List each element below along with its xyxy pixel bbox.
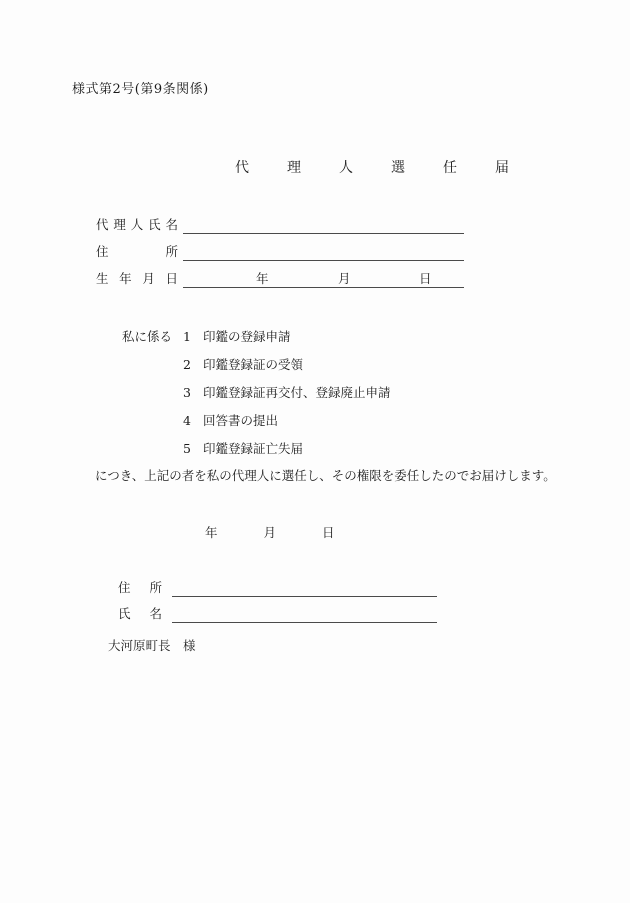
field-row-signer-name [118,604,448,630]
agent-birthdate-input-rule[interactable] [183,287,464,288]
list-item-number: 2 [183,357,191,372]
field-row-agent-address [96,242,536,268]
date-day-mark: 日 [322,525,335,540]
birthdate-day-mark: 日 [419,271,432,286]
list-item-label: 印鑑登録証再交付、登録廃止申請 [203,385,391,400]
signer-address-label: 住 所 [118,580,162,595]
signer-address-input-rule[interactable] [172,596,437,597]
signer-name-input-rule[interactable] [172,622,437,623]
date-month-mark: 月 [263,525,277,540]
addressee-label: 大河原町長 様 [108,638,196,653]
date-line [205,523,335,541]
agent-name-label: 代理人氏名 [96,217,178,232]
field-row-agent-name [96,215,536,241]
list-item-label: 印鑑登録証亡失届 [203,441,304,456]
birthdate-month-mark: 月 [338,271,351,286]
list-item-label: 印鑑の登録申請 [203,329,291,344]
body-statement: につき、上記の者を私の代理人に選任し、その権限を委任したのでお届けします。 [95,468,556,483]
birthdate-year-mark: 年 [256,271,269,286]
agent-name-input-rule[interactable] [183,233,464,234]
list-item [183,383,391,401]
list-item-label: 回答書の提出 [203,413,279,428]
signer-name-label: 氏 名 [118,606,162,621]
list-item-number: 1 [183,329,191,344]
purpose-intro-label: 私に係る [122,329,173,344]
agent-birthdate-label: 生 年 月 日 [96,271,178,286]
list-item [183,355,303,373]
list-item [183,411,278,429]
birthdate-marks [183,269,464,287]
form-number-label: 様式第2号(第9条関係) [72,82,209,97]
agent-address-label: 住 所 [96,244,178,259]
list-item [183,439,303,457]
list-item-number: 5 [183,441,191,456]
list-item-number: 4 [183,413,191,428]
list-item-label: 印鑑登録証の受領 [203,357,304,372]
date-year-mark: 年 [205,525,218,540]
page-title: 代 理 人 選 任 届 [235,160,521,176]
list-item-number: 3 [183,385,191,400]
field-row-signer-address [118,578,448,604]
field-row-agent-birthdate [96,269,536,295]
agent-address-input-rule[interactable] [183,260,464,261]
list-item [183,327,291,345]
